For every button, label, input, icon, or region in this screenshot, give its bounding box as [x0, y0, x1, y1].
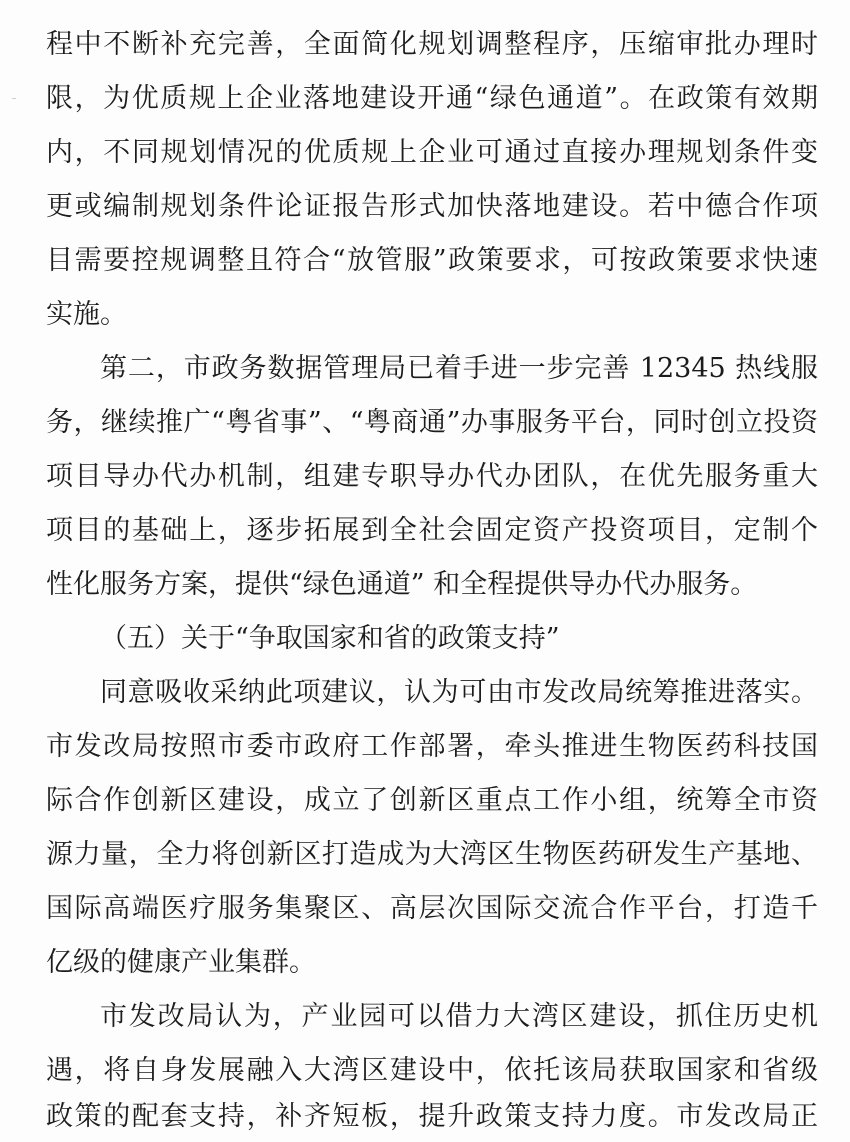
text-line-4: 更或编制规划条件论证报告形式加快落地建设。若中德合作项 — [46, 191, 818, 222]
text-line-20: 遇，将自身发展融入大湾区建设中，依托该局获取国家和省级 — [46, 1055, 818, 1086]
text-line-17: 国际高端医疗服务集聚区、高层次国际交流合作平台，打造千 — [46, 893, 818, 924]
text-line-10: 项目的基础上，逐步拓展到全社会固定资产投资项目，定制个 — [46, 515, 818, 546]
text-line-19: 市发改局认为，产业园可以借力大湾区建设，抓住历史机 — [100, 1001, 818, 1032]
text-line-11: 性化服务方案，提供“绿色通道” 和全程提供导办代办服务。 — [46, 569, 758, 600]
text-line-21: 政策的配套支持，补齐短板，提升政策支持力度。市发改局正 — [46, 1101, 818, 1132]
text-line-18: 亿级的健康产业集群。 — [46, 947, 316, 978]
text-line-16: 源力量，全力将创新区打造成为大湾区生物医药研发生产基地、 — [46, 839, 818, 870]
text-line-6: 实施。 — [46, 299, 127, 330]
margin-mark — [12, 98, 16, 99]
text-line-13: 同意吸收采纳此项建议，认为可由市发改局统筹推进落实。 — [100, 677, 818, 708]
text-line-8: 务，继续推广“粤省事”、“粤商通”办事服务平台，同时创立投资 — [46, 407, 818, 438]
section-heading: （五）关于“争取国家和省的政策支持” — [100, 623, 560, 654]
text-line-3: 内，不同规划情况的优质规上企业可通过直接办理规划条件变 — [46, 137, 818, 168]
text-line-9: 项目导办代办机制，组建专职导办代办团队，在优先服务重大 — [46, 461, 818, 492]
text-line-14: 市发改局按照市委市政府工作部署，牵头推进生物医药科技国 — [46, 731, 818, 762]
text-line-1: 程中不断补充完善，全面简化规划调整程序，压缩审批办理时 — [46, 29, 818, 60]
text-line-2: 限，为优质规上企业落地建设开通“绿色通道”。在政策有效期 — [46, 83, 818, 114]
text-line-5: 目需要控规调整且符合“放管服”政策要求，可按政策要求快速 — [46, 245, 818, 276]
text-line-15: 际合作创新区建设，成立了创新区重点工作小组，统筹全市资 — [46, 785, 818, 816]
text-line-7: 第二，市政务数据管理局已着手进一步完善 12345 热线服 — [100, 353, 818, 384]
